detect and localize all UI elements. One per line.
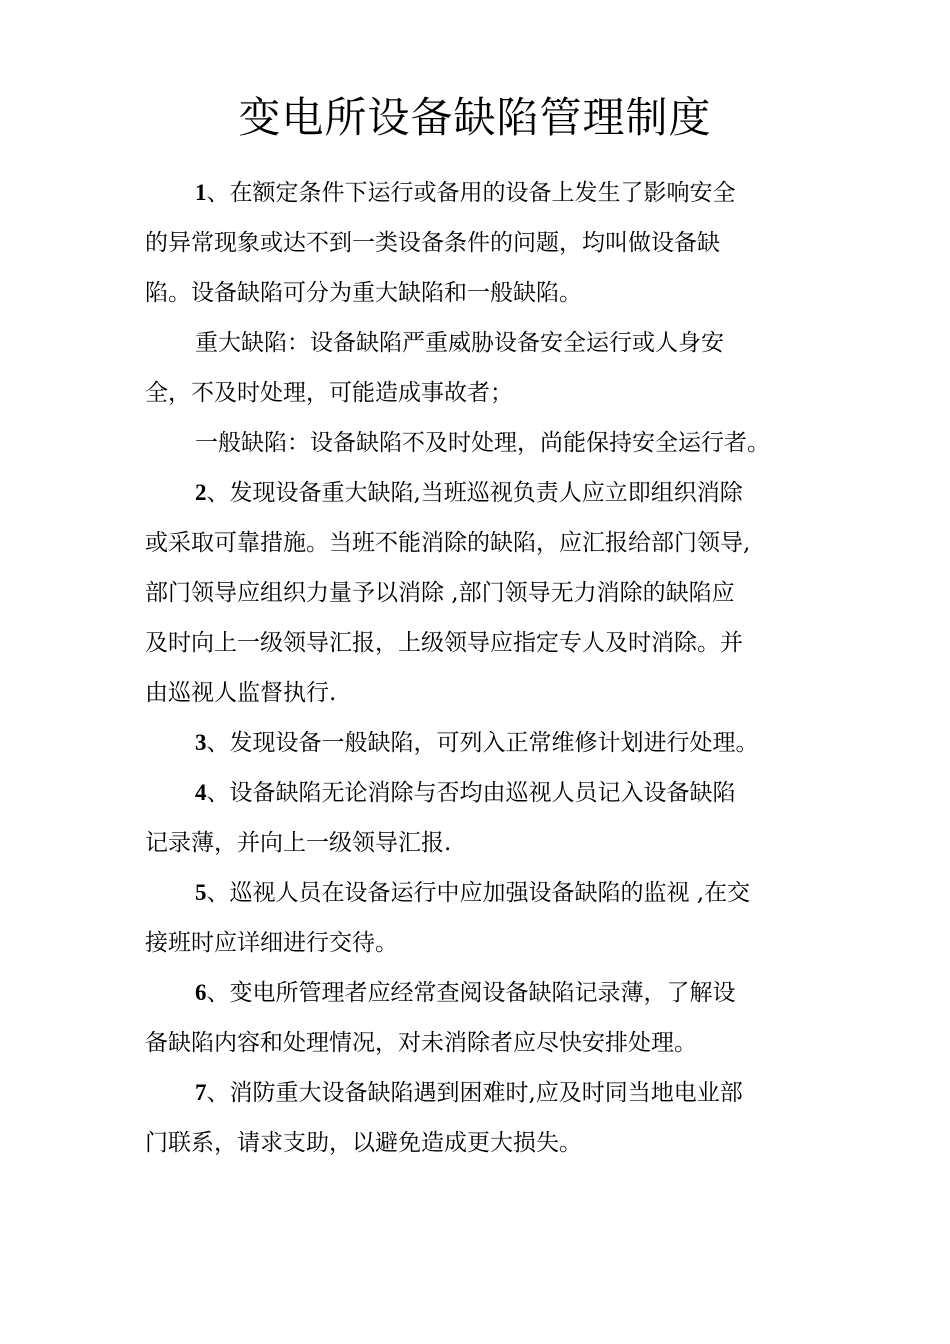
- line-text: 、发现设备重大缺陷,当班巡视负责人应立即组织消除: [206, 480, 743, 506]
- line-text: 重大缺陷：设备缺陷严重威胁设备安全运行或人身安: [195, 330, 724, 356]
- line-text: 、在额定条件下运行或备用的设备上发生了影响安全: [206, 180, 736, 206]
- text-line: [145, 168, 810, 218]
- clause-number: 4: [195, 780, 207, 805]
- text-line: [145, 318, 810, 368]
- line-text: 及时向上一级领导汇报，上级领导应指定专人及时消除。并: [145, 630, 743, 656]
- clause-number: 2: [195, 480, 207, 505]
- clause-number: 5: [195, 880, 207, 905]
- line-text: 、变电所管理者应经常查阅设备缺陷记录薄，了解设: [206, 980, 736, 1006]
- document-body: [145, 168, 810, 1168]
- line-text: 、发现设备一般缺陷，可列入正常维修计划进行处理。: [206, 730, 759, 756]
- line-text: 由巡视人监督执行.: [145, 680, 337, 706]
- line-text: 、巡视人员在设备运行中应加强设备缺陷的监视 ,在交: [206, 880, 751, 906]
- text-line: [145, 1018, 810, 1068]
- text-line: [145, 568, 810, 618]
- text-line: [145, 418, 810, 468]
- line-text: 陷。设备缺陷可分为重大缺陷和一般缺陷。: [145, 280, 582, 306]
- text-line: [145, 818, 810, 868]
- line-text: 全，不及时处理，可能造成事故者；: [145, 380, 513, 406]
- text-line: [145, 668, 810, 718]
- line-text: 或采取可靠措施。当班不能消除的缺陷，应汇报给部门领导,: [145, 530, 751, 556]
- line-text: 部门领导应组织力量予以消除 ,部门领导无力消除的缺陷应: [145, 580, 735, 606]
- line-text: 的异常现象或达不到一类设备条件的问题，均叫做设备缺: [145, 230, 720, 256]
- text-line: [145, 468, 810, 518]
- line-text: 门联系，请求支助，以避免造成更大损失。: [145, 1130, 582, 1156]
- text-line: [145, 918, 810, 968]
- line-text: 一般缺陷：设备缺陷不及时处理，尚能保持安全运行者。: [195, 430, 770, 456]
- clause-number: 7: [195, 1080, 207, 1105]
- clause-number: 1: [195, 180, 207, 205]
- line-text: 备缺陷内容和处理情况，对未消除者应尽快安排处理。: [145, 1030, 697, 1056]
- line-text: 接班时应详细进行交待。: [145, 930, 398, 956]
- text-line: [145, 268, 810, 318]
- text-line: [145, 768, 810, 818]
- text-line: [145, 218, 810, 268]
- text-line: [145, 718, 810, 768]
- text-line: [145, 368, 810, 418]
- line-text: 、消防重大设备缺陷遇到困难时,应及时同当地电业部: [206, 1080, 743, 1106]
- document-title: 变电所设备缺陷管理制度: [238, 93, 712, 142]
- clause-number: 3: [195, 730, 207, 755]
- clause-number: 6: [195, 980, 207, 1005]
- text-line: [145, 868, 810, 918]
- text-line: [145, 1068, 810, 1118]
- text-line: [145, 618, 810, 668]
- text-line: [145, 968, 810, 1018]
- line-text: 记录薄，并向上一级领导汇报.: [145, 830, 452, 856]
- text-line: [145, 1118, 810, 1168]
- text-line: [145, 518, 810, 568]
- line-text: 、设备缺陷无论消除与否均由巡视人员记入设备缺陷: [206, 780, 736, 806]
